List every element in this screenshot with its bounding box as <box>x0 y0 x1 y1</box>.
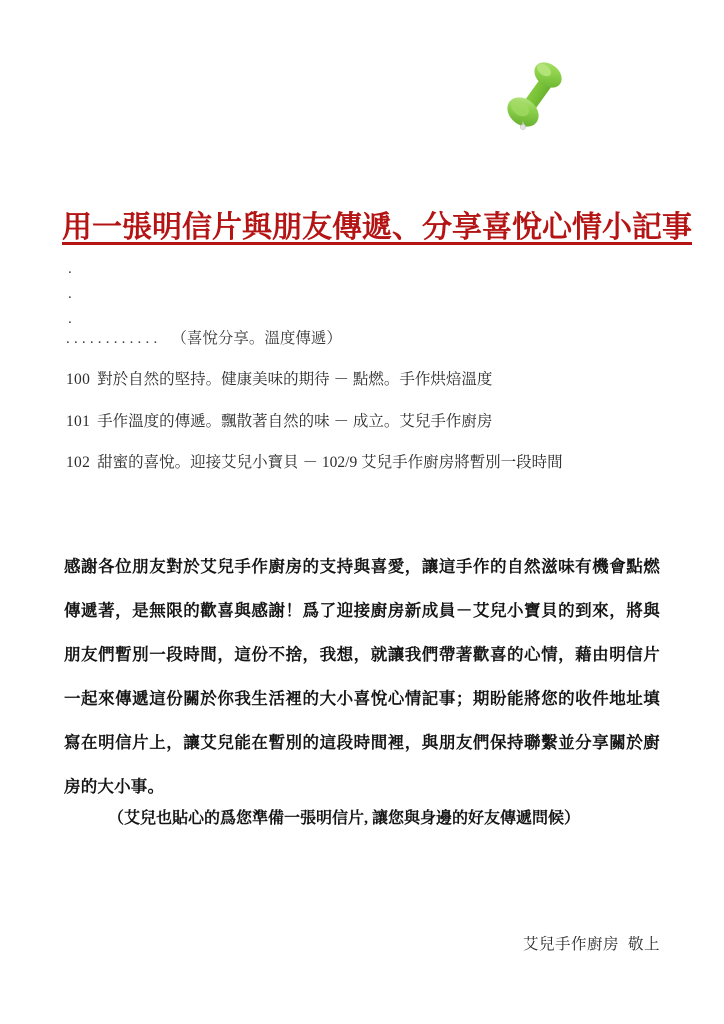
bullet-line-2: . <box>68 286 73 302</box>
note-paragraph: （艾兒也貼心的爲您準備一張明信片, 讓您與身邊的好友傳遞問候） <box>108 810 581 827</box>
list-item <box>66 372 676 388</box>
dot-leader: ............ <box>66 331 162 347</box>
page-title: 用一張明信片與朋友傳遞、分享喜悅心情小記事 <box>62 211 692 244</box>
entry-text: 對於自然的堅持。健康美味的期待 － 點燃。手作烘焙溫度 <box>97 371 493 388</box>
lead-paren-text: （喜悅分享。溫度傳遞） <box>171 330 342 347</box>
entry-text: 甜蜜的喜悅。迎接艾兒小寶貝 － 102/9 艾兒手作廚房將暫別一段時間 <box>97 454 563 471</box>
list-item <box>66 414 676 430</box>
green-pushpin-icon <box>498 55 568 135</box>
bullet-line-1: . <box>68 261 73 277</box>
entry-list <box>66 372 676 497</box>
signature-line <box>64 932 668 954</box>
bullet-line-3: . <box>68 311 73 327</box>
signature-name: 艾兒手作廚房 <box>522 936 619 953</box>
entry-number: 102 <box>66 454 91 471</box>
body-paragraph: 感謝各位朋友對於艾兒手作廚房的支持與喜愛，讓這手作的自然滋味有機會點燃傳遞著，是無限的歡喜與感謝！爲了迎接廚房新成員－艾兒小寶貝的到來，將與朋友們暫別一段時間，這份不捨，我想，就讓我們帶著歡喜的心情，藉由明信片一起來傳遞這份關於你我生活裡的大小喜悅心情記事；期盼能將您的收件地址填寫在明信片上，讓艾兒能在暫別的這段時間裡，與朋友們保持聯繫並分享關於廚房的大小事。 <box>64 557 660 796</box>
list-item <box>66 455 676 471</box>
entry-number: 100 <box>66 371 91 388</box>
entry-text: 手作溫度的傳遞。飄散著自然的味 － 成立。艾兒手作廚房 <box>97 412 493 430</box>
lead-line <box>66 330 342 349</box>
entry-number: 101 <box>66 412 91 430</box>
signature-suffix: 敬上 <box>627 936 660 953</box>
